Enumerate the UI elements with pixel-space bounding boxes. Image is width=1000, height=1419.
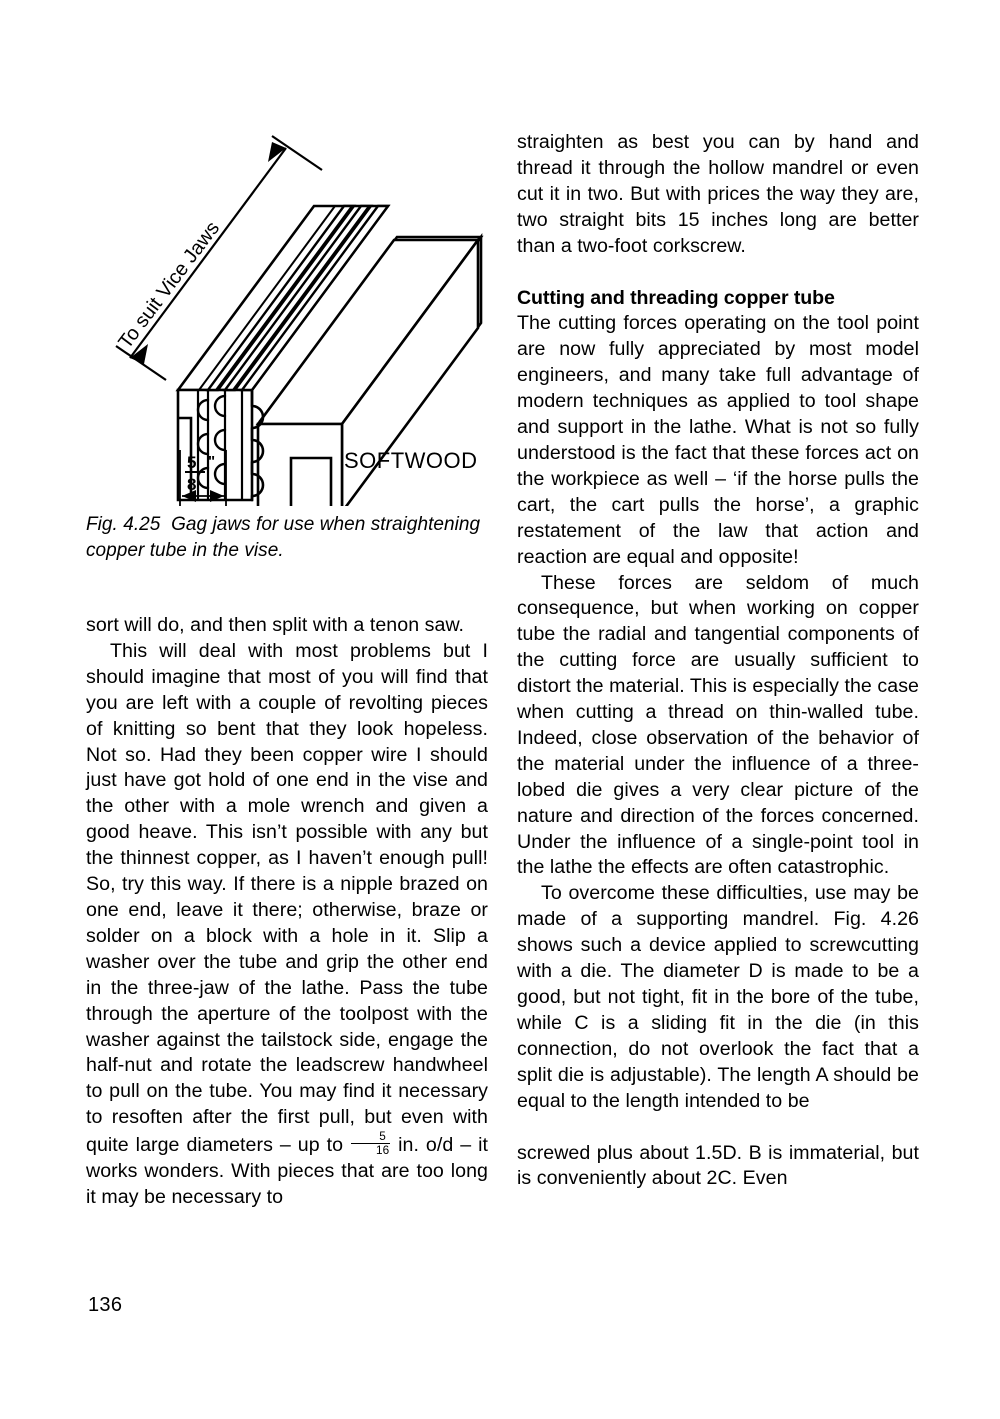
paragraph-screwed-plus: screwed plus about 1.5D. B is immaterial, but is conveniently about 2C. Even bbox=[517, 1141, 919, 1190]
thickness-numerator: 5 bbox=[187, 453, 197, 472]
figure-caption-text: Gag jaws for use when straightening copper tube in the vise. bbox=[86, 514, 481, 561]
fraction-numerator: 5 bbox=[351, 1131, 390, 1144]
paragraph-sort-will-do: sort will do, and then split with a tenon saw. bbox=[86, 614, 465, 636]
caption-body-gap bbox=[86, 563, 488, 613]
figure-caption bbox=[86, 512, 488, 563]
figure-label-softwood: SOFTWOOD bbox=[344, 448, 478, 473]
paragraph-these-forces: These forces are seldom of much consequence, but when working on copper tube the radial and tangential components of the cutting force are usually sufficient to distort the material. This is especially the case when cutting a thread on thin-walled tube. Indeed, close observation of the behavior of the material under the influence of a three-lobed die gives a very clear picture of the nature and direction of the forces concerned. Under the influence of a single-point tool in the lathe the effects are often catastrophic. bbox=[517, 571, 919, 879]
paragraph-this-will-deal bbox=[86, 639, 488, 1211]
figure-label-vice-jaws: To suit Vice Jaws bbox=[114, 217, 225, 354]
page-number: 136 bbox=[88, 1294, 123, 1316]
figure-reserved-space bbox=[86, 130, 488, 512]
left-text-column bbox=[86, 130, 488, 1211]
paragraph-straighten-as-best: straighten as best you can by hand and thread it through the hollow mandrel or even cut it in two. But with prices the way they are, two straight bits 15 inches long are better than a two-foot corkscrew. bbox=[517, 131, 919, 257]
fraction-denominator: 16 bbox=[375, 1143, 390, 1157]
thickness-unit-mark: " bbox=[208, 453, 216, 470]
paragraph-text-part-1: This will deal with most problems but I should imagine that most of you will find that you are left with a couple of revolting pieces of knitting so bent that they look hopeless. Not so. Had they been copper wire I should just have got hold of one end in the vise and the other with a mole wrench and given a good heave. This isn’t possible with any but the thinnest copper, as I haven’t enough pull! So, try this way. If there is a nipple brazed on one end, leave it there; otherwise, braze or solder on a block with a hole in it. Slip a washer over the tube and grip the other end in the three-jaw of the lathe. Pass the tube through the aperture of the toolpost with the washer against the tailstock side, engage the half-nut and rotate the leadscrew handwheel to pull on the tube. You may find it necessary to resoften after the first pull, but even with quite large diameters – up to bbox=[86, 639, 488, 1157]
thickness-denominator: 8 bbox=[187, 475, 197, 494]
figure-caption-number: Fig. 4.25 bbox=[86, 514, 161, 535]
paragraph-text-part-2: in. o/d – it works wonders. With pieces that are too long it may be necessary to bbox=[86, 1134, 489, 1209]
pre-heading-gap bbox=[517, 260, 919, 286]
section-heading-cutting-threading: Cutting and threading copper tube bbox=[517, 286, 835, 309]
paragraph-to-overcome: To overcome these difficulties, use may be made of a supporting mandrel. Fig. 4.26 shows such a device applied to screwcutting with a die. The diameter D is made to be a good, but not tight, fit in the bore of the tube, while C is a sliding fit in the die (in this connection, do not overlook the fact that a split die is adjustable). The length A should be equal to the length intended to be bbox=[517, 882, 919, 1112]
right-text-column bbox=[517, 130, 919, 1192]
paragraph-break-gap bbox=[517, 1115, 919, 1141]
fraction-five-sixteenths bbox=[351, 1131, 390, 1157]
paragraph-cutting-forces: The cutting forces operating on the tool point are now fully appreciated by most model engineers, and many take full advantage of modern techniques as applied to tool shape and support in the lathe. What is not so fully understood is the fact that these forces act on the workpiece as well – ‘if the horse pulls the cart, the cart pulls the horse’, a graphic restatement of the law that action and reaction are equal and opposite! bbox=[517, 312, 919, 568]
